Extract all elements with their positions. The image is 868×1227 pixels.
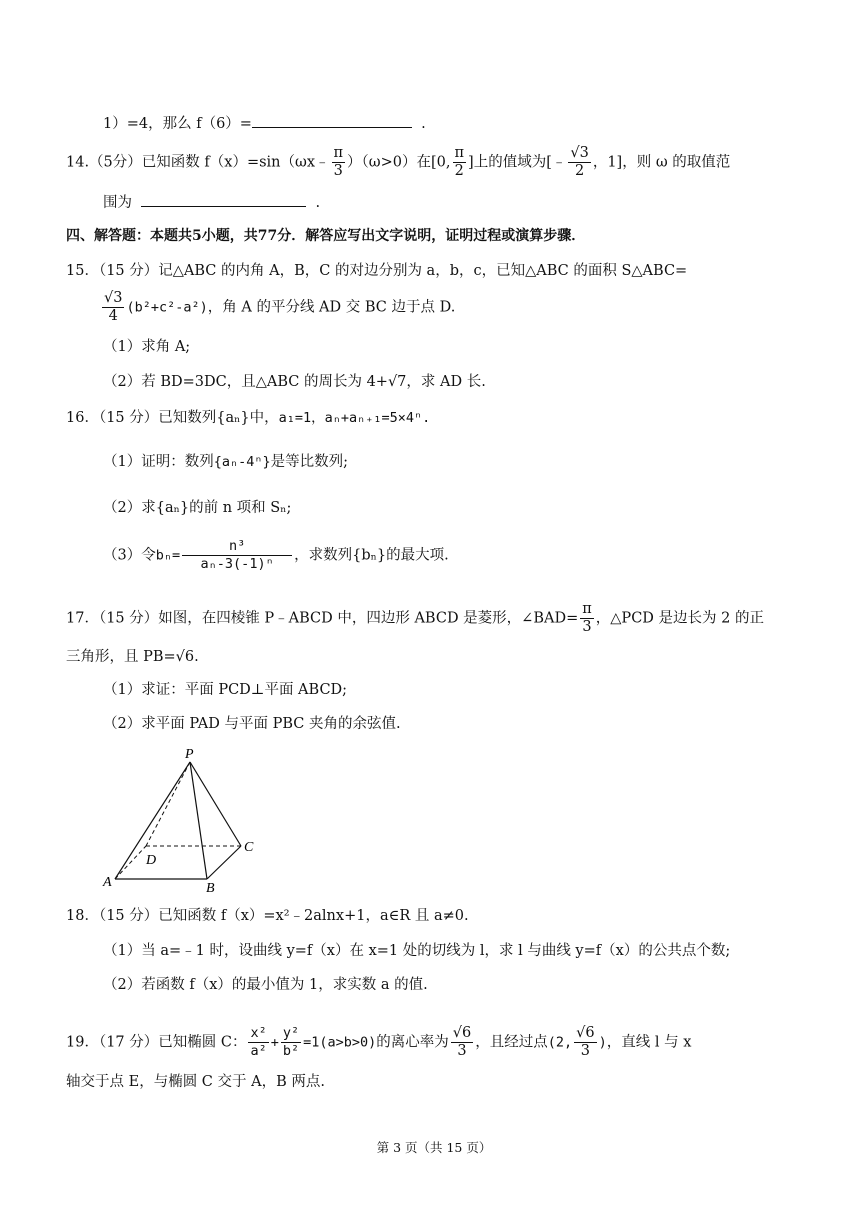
edge-PD [146, 762, 190, 846]
q19-frac-y2b2: $\frac{\text{y²}}{\text{b²}}$ [282, 1025, 300, 1059]
q17-part2: （2）求平面 PAD 与平面 PBC 夹角的余弦值. [103, 716, 401, 732]
q19-line1: 19．（17 分）已知椭圆 C： $\frac{\text{x²}}{\text{a²}}$ + $\frac{\text{y²}}{\text{b²}}$ =1(a>b>0)的离心率为 $\frac{√6}{3}$ ，且经过点(2, $\frac{√6}{3}$ )，直线 l 与 x [66, 1025, 692, 1059]
q14-frac-pi2: $\frac{\pi}{2}$ [454, 145, 465, 179]
label-B: B [206, 881, 215, 894]
q16-frac-bn: $\frac{\text{n³}}{\text{aₙ-3(-1)ⁿ}}$ [182, 538, 292, 573]
pyramid-figure [96, 742, 266, 894]
q19-line2: 轴交于点 E，与椭圆 C 交于 A，B 两点. [66, 1074, 325, 1090]
edge-PC [190, 762, 241, 846]
q14-line2: 围为 . [103, 192, 320, 213]
q17-line1: 17．（15 分）如图，在四棱锥 P﹣ABCD 中，四边形 ABCD 是菱形，∠BAD= $\frac{\pi}{3}$ ，△PCD 是边长为 2 的正 [66, 601, 764, 635]
q19-frac-x2a2: $\frac{\text{x²}}{\text{a²}}$ [250, 1025, 267, 1059]
edge-AD [115, 846, 146, 879]
label-D: D [146, 853, 157, 868]
q14-answer-blank[interactable] [141, 192, 306, 207]
edge-BC [207, 846, 241, 879]
q15-part2: （2）若 BD=3DC，且△ABC 的周长为 4+√7，求 AD 长. [103, 374, 486, 390]
q18-line1: 18．（15 分）已知函数 f（x）=x²﹣2alnx+1，a∈R 且 a≠0. [66, 908, 469, 924]
q13-tail: 1）=4，那么 f（6）= . [103, 113, 426, 134]
label-P: P [185, 747, 194, 762]
section-4-header: 四、解答题：本题共5小题，共77分．解答应写出文字说明，证明过程或演算步骤． [66, 228, 586, 244]
q15-line2: $\frac{√3}{4}$ (b²+c²-a²)，角 A 的平分线 AD 交 BC 边于点 D. [104, 290, 456, 324]
q17-frac-pi3: $\frac{\pi}{3}$ [582, 601, 592, 635]
q18-part1: （1）当 a=﹣1 时，设曲线 y=f（x）在 x=1 处的切线为 l，求 l 与曲线 y=f（x）的公共点个数; [103, 943, 731, 959]
q15-part1: （1）求角 A; [103, 339, 191, 355]
label-C: C [244, 840, 254, 855]
label-A: A [103, 875, 112, 890]
q14-frac-sqrt3-2: $\frac{√3}{2}$ [570, 145, 589, 179]
q19-frac-point-y: $\frac{√6}{3}$ [576, 1025, 595, 1059]
q16-part3: （3）令bₙ= $\frac{\text{n³}}{\text{aₙ-3(-1)ⁿ}}$ ，求数列{bₙ}的最大项. [103, 538, 449, 572]
q17-line2: 三角形，且 PB=√6. [66, 649, 199, 665]
page-footer: 第 3 页（共 15 页） [376, 1140, 492, 1155]
q16-part2: （2）求{aₙ}的前 n 项和 Sₙ; [103, 500, 292, 516]
q19-frac-e: $\frac{√6}{3}$ [452, 1025, 472, 1059]
q15-frac-sqrt3-4: $\frac{√3}{4}$ [104, 290, 123, 324]
q16-line1: 16．（15 分）已知数列{aₙ}中，a₁=1，aₙ+aₙ₊₁=5×4ⁿ. [66, 410, 431, 426]
q18-part2: （2）若函数 f（x）的最小值为 1，求实数 a 的值. [103, 977, 428, 993]
q14-frac-pi3: $\frac{\pi}{3}$ [333, 145, 344, 179]
q13-answer-blank[interactable] [252, 113, 412, 128]
q16-part1: （1）证明：数列{aₙ-4ⁿ}是等比数列; [103, 454, 349, 470]
q15-line1: 15．（15 分）记△ABC 的内角 A，B，C 的对边分别为 a，b，c，已知△ABC 的面积 S△ABC= [66, 263, 688, 279]
edge-PB [190, 762, 207, 879]
q14-line1: 14.（5分）已知函数 f（x）=sin（ωx﹣ $\frac{\pi}{3}$ ）（ω>0）在[0, $\frac{\pi}{2}$ ]上的值域为[﹣ $\frac{√3}{2}$ ，1]，则 ω 的取值范 [66, 145, 731, 179]
q17-part1: （1）求证：平面 PCD⊥平面 ABCD; [103, 682, 348, 698]
